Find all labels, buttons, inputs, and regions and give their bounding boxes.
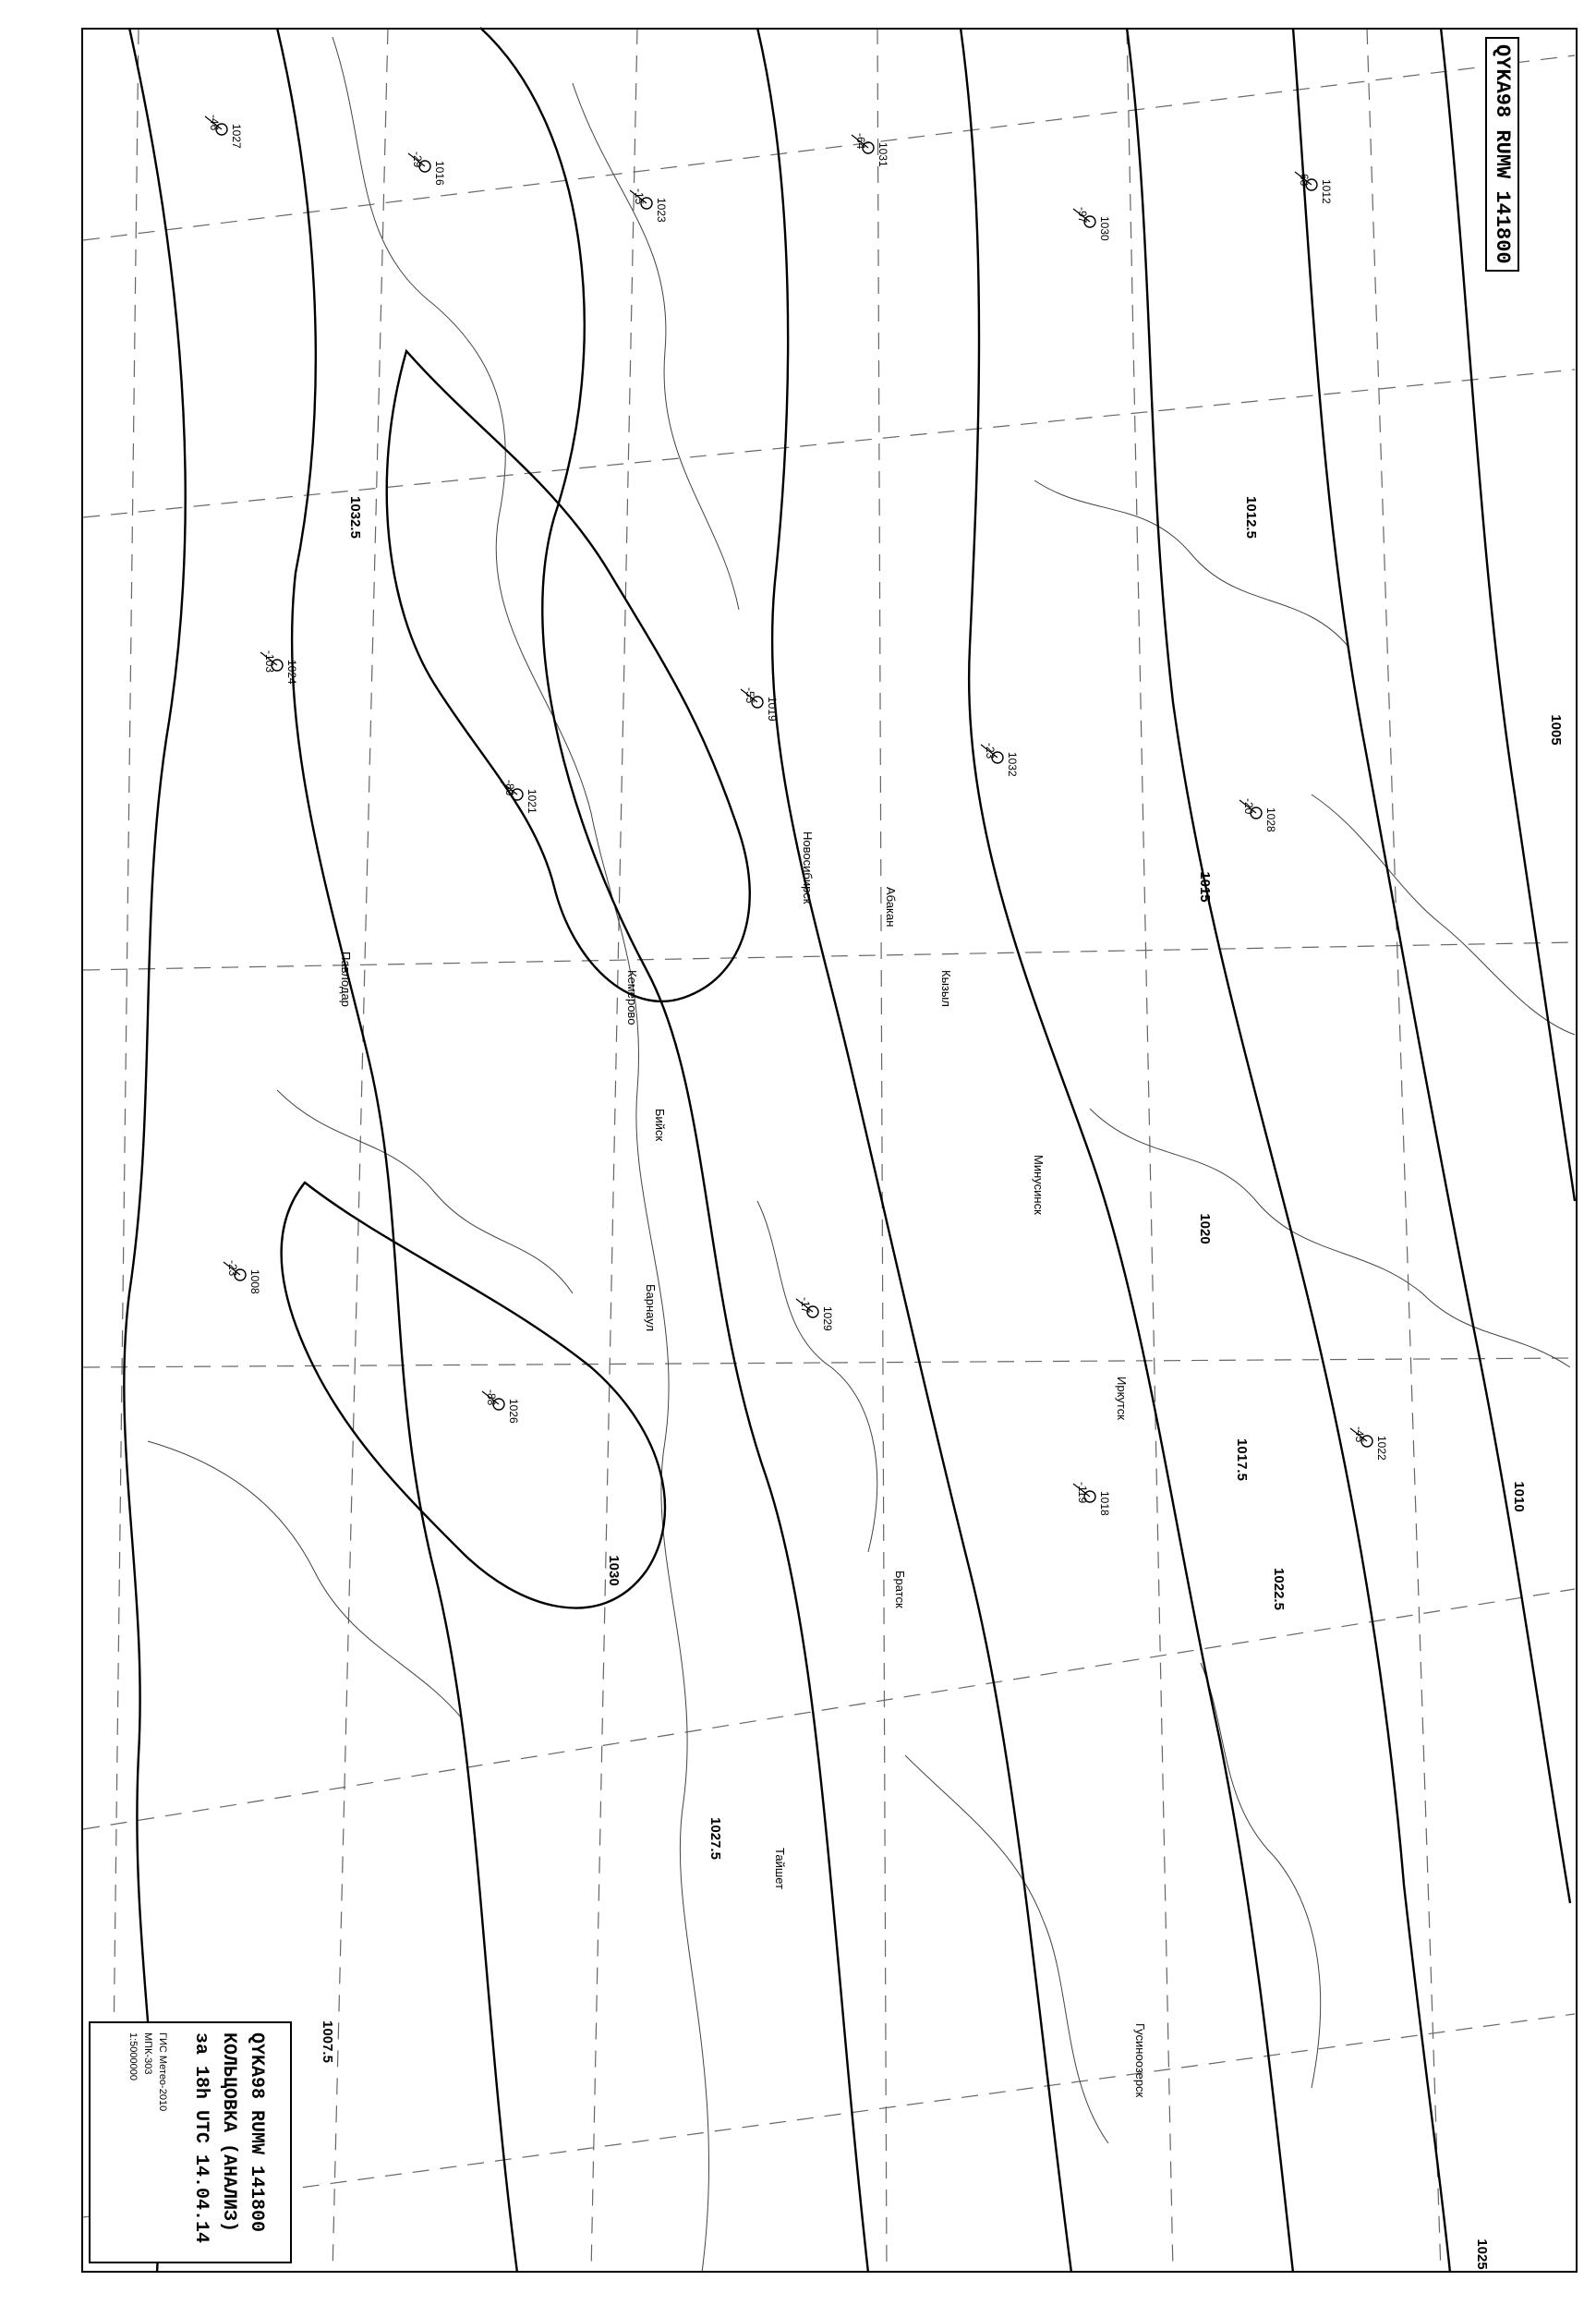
station-pressure: 1018 xyxy=(1098,1491,1111,1516)
station-temperature: -17 xyxy=(799,1297,812,1314)
place-name: Тайшет xyxy=(773,1848,787,1890)
isobar-label: 1012.5 xyxy=(1243,496,1259,539)
isobar-label: 1025 xyxy=(1474,2238,1490,2270)
place-name: Гусиноозерск xyxy=(1133,2023,1147,2098)
station-temperature: -68 xyxy=(1298,170,1311,187)
legend-title: КОЛЬЦОВКА (АНАЛИЗ) xyxy=(218,2032,239,2233)
place-name: Кемерово xyxy=(625,970,639,1025)
place-name: Абакан xyxy=(884,887,898,928)
station-temperature: -45 xyxy=(1353,1426,1366,1443)
isobar-label: 1020 xyxy=(1197,1213,1213,1244)
station-temperature: -20 xyxy=(1242,798,1255,815)
station-pressure: 1024 xyxy=(285,660,298,685)
station-temperature: -29 xyxy=(411,152,424,168)
station-temperature: -97 xyxy=(1076,207,1089,224)
isobar-label: 1017.5 xyxy=(1234,1438,1250,1481)
station-pressure: 1016 xyxy=(433,161,446,186)
station-pressure: 1023 xyxy=(655,198,668,223)
place-name: Павлодар xyxy=(339,952,353,1007)
legend-scale: 1:5000000 xyxy=(127,2032,139,2081)
legend-software: ГИС Метео-2010 xyxy=(157,2032,168,2112)
station-pressure: 1012 xyxy=(1320,179,1333,204)
legend-code: QYKA98 RUMW 141800 xyxy=(246,2032,267,2233)
isobar-label: 1027.5 xyxy=(707,1817,723,1860)
isobar-label: 1030 xyxy=(606,1555,622,1586)
station-temperature: -119 xyxy=(1076,1482,1089,1504)
place-name: Кызыл xyxy=(939,970,953,1007)
station-pressure: 1030 xyxy=(1098,216,1111,241)
place-name: Новосибирск xyxy=(801,831,815,904)
place-name: Минусинск xyxy=(1032,1155,1046,1215)
station-temperature: -23 xyxy=(984,743,997,759)
station-pressure: 1028 xyxy=(1264,807,1277,832)
isobar-label: 1005 xyxy=(1548,714,1564,746)
station-pressure: 1021 xyxy=(526,789,538,814)
place-name: Братск xyxy=(893,1571,907,1608)
station-temperature: -46 xyxy=(208,115,221,131)
station-pressure: 1029 xyxy=(821,1306,834,1331)
station-temperature: -55 xyxy=(744,687,756,704)
isobar-label: 1007.5 xyxy=(320,2020,335,2063)
legend-system: МПК-303 xyxy=(142,2032,153,2075)
isobar-label: 1010 xyxy=(1511,1481,1527,1512)
bulletin-code: QYKA98 RUMW 141800 xyxy=(1485,37,1519,272)
place-name: Бийск xyxy=(653,1109,667,1142)
station-pressure: 1031 xyxy=(877,142,889,167)
station-pressure: 1008 xyxy=(248,1269,261,1294)
legend-time: за 18h UTC 14.04.14 xyxy=(190,2032,212,2244)
station-temperature: -88 xyxy=(485,1389,498,1406)
station-pressure: 1027 xyxy=(230,124,243,149)
map-frame xyxy=(81,28,1578,2273)
station-temperature: -80 xyxy=(503,780,516,796)
station-temperature: -15 xyxy=(633,188,646,205)
station-temperature: -23 xyxy=(226,1260,239,1277)
station-temperature: -103 xyxy=(263,650,276,673)
station-pressure: 1026 xyxy=(507,1399,520,1424)
place-name: Барнаул xyxy=(644,1284,658,1332)
station-pressure: 1019 xyxy=(766,697,779,722)
isobar-label: 1032.5 xyxy=(347,496,363,539)
station-temperature: -64 xyxy=(854,133,867,150)
legend-box xyxy=(89,2021,292,2263)
station-pressure: 1022 xyxy=(1375,1436,1388,1461)
isobar-label: 1015 xyxy=(1197,871,1213,903)
isobar-label: 1022.5 xyxy=(1271,1568,1287,1610)
station-pressure: 1032 xyxy=(1006,752,1019,777)
place-name: Иркутск xyxy=(1115,1377,1129,1420)
